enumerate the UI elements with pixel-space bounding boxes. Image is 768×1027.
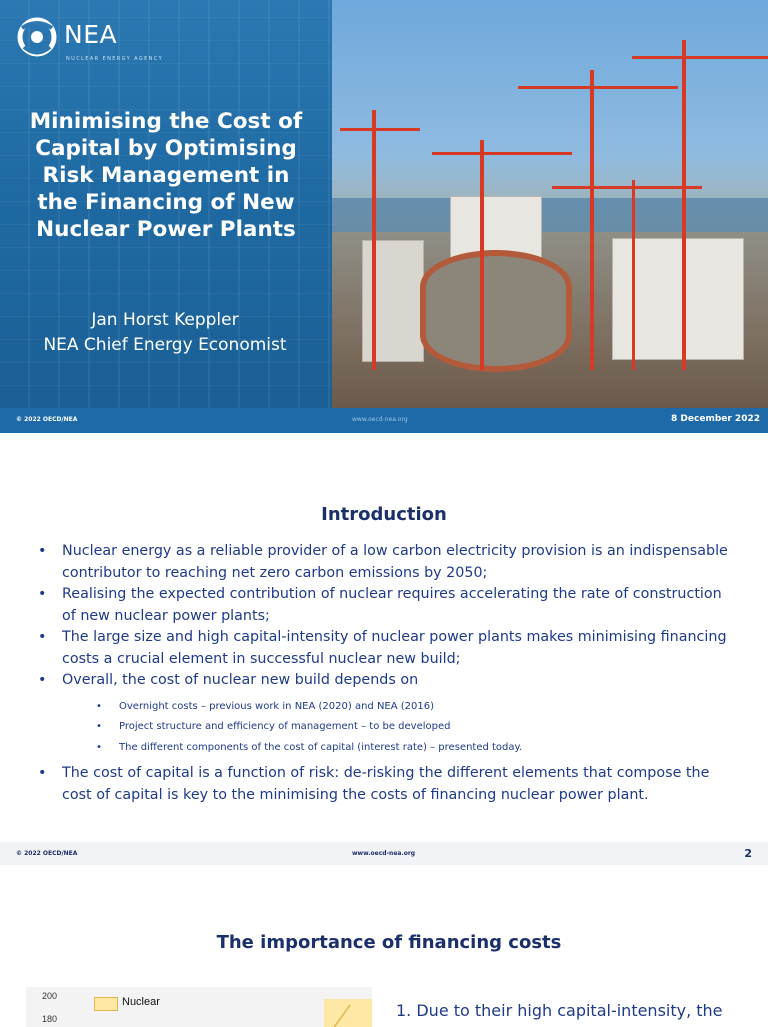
bullet-text: Overall, the cost of nuclear new build depends on: [62, 672, 419, 688]
crane-jib: [518, 86, 678, 89]
bullet-text: The cost of capital is a function of risk: de-risking the different elements that compose the cost of capital is key to the minimising the costs of financing nuclear power plant.: [62, 765, 710, 803]
sub-bullet-group: [36, 697, 736, 759]
bullet-list: [36, 541, 736, 806]
copyright: © 2022 OECD/NEA: [16, 850, 78, 857]
bullet-marker: •: [96, 721, 102, 732]
title-line: Risk Management in: [42, 163, 290, 188]
page-number: 2: [744, 847, 752, 860]
crane-jib: [552, 186, 702, 189]
crane-mast: [372, 110, 376, 370]
presenter-name: Jan Horst Keppler: [91, 310, 239, 330]
reactor-building: [420, 250, 572, 372]
presenter-block: [10, 308, 320, 358]
logo-subtitle: NUCLEAR ENERGY AGENCY: [66, 56, 164, 62]
bullet-text: Realising the expected contribution of nuclear requires accelerating the rate of construction of new nuclear power plants;: [62, 586, 722, 624]
numbered-point: 1. Due to their high capital-intensity, the: [396, 1001, 723, 1020]
crane-mast: [590, 70, 594, 370]
website-link[interactable]: www.oecd-nea.org: [352, 416, 408, 423]
title-line: Minimising the Cost of: [29, 109, 303, 134]
chart-line: [324, 999, 372, 1027]
bullet-marker: •: [38, 586, 47, 602]
legend-label: Nuclear: [122, 996, 160, 1008]
presentation-title: [14, 108, 318, 243]
sub-bullet-text: Overnight costs – previous work in NEA (2020) and NEA (2016): [119, 700, 435, 712]
sub-bullet-text: Project structure and efficiency of management – to be developed: [119, 721, 451, 732]
nea-logo: [14, 14, 174, 66]
bullet-item: [36, 627, 736, 670]
construction-site-photo: [332, 0, 768, 408]
bullet-marker: •: [38, 629, 47, 645]
slide-title: The importance of financing costs: [216, 932, 562, 953]
website-link[interactable]: www.oecd-nea.org: [352, 850, 416, 857]
copyright: © 2022 OECD/NEA: [16, 416, 78, 423]
crane-jib: [632, 56, 768, 59]
y-tick-label: 180: [42, 1014, 58, 1024]
bullet-text: Nuclear energy as a reliable provider of a low carbon electricity provision is an indispensable contributor to reaching net zero carbon emissions by 2050;: [62, 543, 728, 581]
nea-emblem-icon: [14, 14, 60, 60]
bullet-item: [36, 541, 736, 584]
photo-building: [450, 196, 542, 258]
title-line: the Financing of New: [37, 190, 295, 215]
crane-jib: [340, 128, 420, 131]
bullet-text: The large size and high capital-intensity of nuclear power plants makes minimising financing costs a crucial element in successful nuclear new build;: [62, 629, 727, 667]
crane-mast: [480, 140, 484, 370]
crane-mast: [632, 180, 635, 370]
legend-swatch: [94, 997, 118, 1011]
bullet-item: [36, 670, 736, 692]
title-line: Capital by Optimising: [35, 136, 297, 161]
financing-costs-slide: [0, 865, 768, 1024]
introduction-slide: [0, 433, 768, 865]
cost-chart: [26, 987, 372, 1027]
logo-wordmark: NEA: [64, 20, 118, 49]
title-slide: [0, 0, 768, 433]
chart-area: [324, 999, 372, 1027]
bullet-item: [36, 763, 736, 806]
sub-bullet-item: [36, 717, 736, 738]
bullet-marker: •: [96, 741, 102, 753]
slide-footer: [0, 408, 768, 433]
title-line: Nuclear Power Plants: [36, 217, 296, 242]
bullet-marker: •: [38, 765, 47, 781]
sub-bullet-text: The different components of the cost of capital (interest rate) – presented today.: [119, 741, 523, 753]
slide-footer: [0, 842, 768, 865]
bullet-marker: •: [38, 543, 47, 559]
sub-bullet-list: [36, 697, 736, 759]
crane-mast: [682, 40, 686, 370]
sub-bullet-item: [36, 697, 736, 718]
title-panel: [0, 0, 332, 408]
bullet-item: [36, 584, 736, 627]
bullet-marker: •: [38, 672, 47, 688]
presenter-role: NEA Chief Energy Economist: [43, 335, 287, 355]
slide-title: Introduction: [321, 504, 447, 525]
presentation-date: 8 December 2022: [671, 414, 760, 424]
bullet-marker: •: [96, 700, 102, 712]
sub-bullet-item: [36, 738, 736, 759]
crane-jib: [432, 152, 572, 155]
y-tick-label: 200: [42, 991, 58, 1001]
